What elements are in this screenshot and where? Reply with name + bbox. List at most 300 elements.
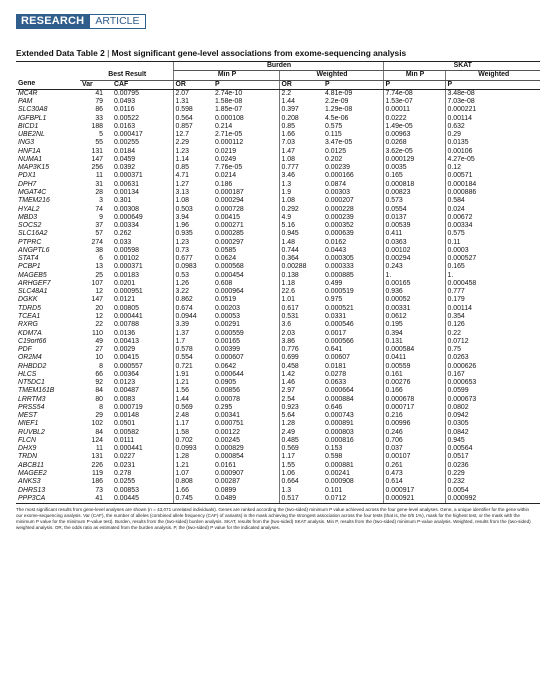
cell-burden-minp-or: 0.677 — [173, 255, 213, 263]
cell-burden-minp-p: 0.00341 — [215, 412, 240, 420]
cell-gene: NT5DC1 — [18, 379, 45, 387]
table-row — [16, 280, 540, 288]
cell-caf: 0.00255 — [114, 139, 139, 147]
cell-burden-minp-or: 2.48 — [173, 412, 213, 420]
table-label: Extended Data Table 2 — [16, 48, 105, 58]
table-row — [16, 181, 540, 189]
cell-var: 9 — [99, 213, 103, 221]
cell-caf: 0.0227 — [114, 453, 136, 461]
cell-burden-weighted-or: 1.3 — [279, 487, 323, 495]
cell-skat-weighted-p: 0.00571 — [445, 172, 540, 180]
cell-burden-minp-p: 0.00122 — [215, 428, 240, 436]
cell-burden-weighted-p: 0.000884 — [325, 395, 354, 403]
cell-burden-minp-or: 0.862 — [173, 296, 213, 304]
cell-caf: 0.0459 — [114, 155, 136, 163]
cell-burden-weighted-or: 0.744 — [279, 247, 323, 255]
table-row — [16, 214, 540, 222]
cell-var: 119 — [92, 470, 103, 478]
table-row — [16, 321, 540, 329]
cell-skat-minp-p: 0.0612 — [383, 313, 445, 321]
header-burden: Burden — [173, 62, 383, 71]
cell-skat-minp-p: 0.00102 — [383, 247, 445, 255]
cell-gene: SOCS2 — [18, 222, 42, 230]
cell-var: 37 — [95, 222, 103, 230]
cell-caf: 0.00522 — [114, 114, 139, 122]
cell-burden-minp-or: 12.7 — [173, 131, 213, 139]
table-row — [16, 387, 540, 395]
cell-burden-weighted-p: 1.29e-08 — [325, 106, 353, 114]
cell-burden-minp-or: 1.08 — [173, 197, 213, 205]
table-row — [16, 139, 540, 147]
table-row — [16, 363, 540, 371]
cell-skat-weighted-p: 0.000527 — [445, 255, 540, 263]
table-row — [16, 420, 540, 428]
cell-burden-minp-or: 1.21 — [173, 462, 213, 470]
cell-var: 57 — [95, 230, 103, 238]
cell-burden-weighted-or: 0.485 — [279, 437, 323, 445]
cell-caf: 0.0392 — [114, 164, 136, 172]
table-row — [16, 272, 540, 280]
cell-skat-minp-p: 0.0137 — [383, 214, 445, 222]
cell-burden-minp-p: 0.000271 — [215, 222, 244, 230]
cell-gene: NUMA1 — [18, 155, 43, 163]
table-row — [16, 371, 540, 379]
col-gene: Gene — [16, 80, 80, 89]
cell-gene: PRSS54 — [18, 403, 45, 411]
cell-gene: KDM7A — [18, 329, 42, 337]
cell-burden-weighted-or: 1.44 — [279, 98, 323, 106]
cell-skat-weighted-p: 0.232 — [445, 478, 540, 486]
header-spacer — [16, 71, 80, 80]
cell-burden-minp-p: 0.000454 — [215, 271, 244, 279]
cell-skat-weighted-p: 3.48e-08 — [445, 89, 540, 98]
cell-gene: LRRTM3 — [18, 395, 46, 403]
cell-skat-weighted-p: 0.00334 — [445, 222, 540, 230]
cell-skat-weighted-p: 0.00672 — [445, 214, 540, 222]
cell-var: 25 — [95, 271, 103, 279]
cell-caf: 0.278 — [114, 470, 132, 478]
cell-burden-weighted-p: 0.0125 — [325, 147, 347, 155]
cell-burden-weighted-or: 0.617 — [279, 305, 323, 313]
cell-burden-minp-or: 0.503 — [173, 206, 213, 214]
cell-var: 80 — [95, 395, 103, 403]
table-row — [16, 437, 540, 445]
table-row — [16, 404, 540, 412]
header-spacer — [80, 62, 112, 71]
cell-caf: 0.000719 — [114, 403, 143, 411]
table-row — [16, 172, 540, 180]
cell-skat-weighted-p: 0.000992 — [445, 495, 540, 504]
cell-burden-minp-or: 0.674 — [173, 305, 213, 313]
cell-burden-weighted-or: 2.49 — [279, 429, 323, 437]
cell-burden-weighted-p: 0.000352 — [325, 222, 354, 230]
cell-burden-minp-p: 0.000568 — [215, 263, 244, 271]
cell-gene: TRDN — [18, 453, 38, 461]
cell-var: 13 — [95, 263, 103, 271]
cell-gene: ING3 — [18, 139, 35, 147]
cell-burden-weighted-p: 4.81e-09 — [325, 89, 353, 97]
cell-burden-weighted-p: 0.000166 — [325, 172, 354, 180]
cell-burden-weighted-p: 0.000546 — [325, 321, 354, 329]
cell-gene: SLC16A2 — [18, 230, 48, 238]
cell-skat-minp-p: 0.000584 — [383, 346, 445, 354]
cell-skat-minp-p: 0.000917 — [383, 487, 445, 495]
cell-var: 10 — [95, 354, 103, 362]
cell-skat-minp-p: 0.000818 — [383, 181, 445, 189]
table-row — [16, 313, 540, 321]
cell-var: 274 — [91, 238, 103, 246]
cell-gene: MAP3K15 — [18, 164, 50, 172]
cell-skat-minp-p: 1.49e-05 — [383, 123, 445, 131]
cell-burden-weighted-p: 0.000816 — [325, 436, 354, 444]
cell-burden-weighted-p: 0.598 — [325, 453, 343, 461]
cell-burden-minp-p: 0.000907 — [215, 470, 244, 478]
cell-skat-minp-p: 0.000717 — [383, 404, 445, 412]
cell-var: 188 — [91, 122, 103, 130]
cell-skat-minp-p: 0.0222 — [383, 115, 445, 123]
cell-skat-minp-p: 0.0035 — [383, 164, 445, 172]
cell-gene: DGKK — [18, 296, 38, 304]
cell-burden-weighted-or: 1.66 — [279, 131, 323, 139]
cell-caf: 0.00148 — [114, 412, 139, 420]
cell-skat-weighted-p: 0.167 — [445, 371, 540, 379]
cell-burden-weighted-p: 0.000228 — [325, 205, 354, 213]
cell-skat-minp-p: 0.195 — [383, 321, 445, 329]
table-row — [16, 89, 540, 98]
table-row — [16, 412, 540, 420]
cell-burden-minp-p: 0.000559 — [215, 329, 244, 337]
cell-skat-minp-p: 0.216 — [383, 412, 445, 420]
cell-skat-minp-p: 0.00539 — [383, 222, 445, 230]
cell-gene: RXRG — [18, 321, 38, 329]
cell-skat-weighted-p: 0.945 — [445, 437, 540, 445]
table-row — [16, 239, 540, 247]
cell-burden-weighted-p: 0.0017 — [325, 329, 347, 337]
cell-var: 29 — [95, 412, 103, 420]
cell-skat-minp-p: 0.0268 — [383, 139, 445, 147]
cell-skat-weighted-p: 0.126 — [445, 321, 540, 329]
cell-var: 86 — [95, 106, 103, 114]
cell-burden-minp-or: 4.71 — [173, 172, 213, 180]
table-footnote: The most significant results from gene-level analyses are shown (n = 43,071 unrelated individuals). Genes are ranked according the (two-sided) minimum P value achieved across the four gene-level analyses. Gene, a unique identifier for the gene within our exome-sequencing analysis. Var (CAF), the number of alleles (combined allele frequency (CAF) of variants) in the mask achieving the strongest association across the four tests (that is, the 0/5 1%), mask for the highest test, or the mask with the minimum P value for the minimum P-value test). Burden, results from the (two-sided) burden analysis. SKAT, results from the (two-sided) SKAT analysis. Min P, results from the (two-sided) minimum P-value analysis. Weighted, results from the (two-sided) weighted analysis. OR, the odds ratio as estimated from the burden analysis. P, the (two-sided) P value for the indicated analyses. — [16, 507, 531, 531]
cell-burden-minp-or: 0.564 — [173, 115, 213, 123]
cell-skat-weighted-p: 0.00114 — [445, 305, 540, 313]
cell-var: 20 — [95, 304, 103, 312]
cell-skat-minp-p: 0.000921 — [383, 495, 445, 504]
cell-caf: 0.000417 — [114, 131, 143, 139]
cell-burden-minp-p: 0.186 — [215, 180, 233, 188]
cell-burden-minp-p: 0.0899 — [215, 486, 237, 494]
cell-burden-weighted-or: 2.54 — [279, 396, 323, 404]
table-row — [16, 263, 540, 271]
cell-burden-weighted-p: 0.000207 — [325, 197, 354, 205]
cell-gene: FLCN — [18, 436, 36, 444]
cell-burden-minp-p: 0.000108 — [215, 114, 244, 122]
cell-burden-weighted-p: 0.000519 — [325, 288, 354, 296]
col-burden-minp-p: P — [213, 80, 279, 89]
cell-skat-minp-p: 3.62e-05 — [383, 148, 445, 156]
cell-var: 12 — [95, 288, 103, 296]
cell-skat-weighted-p: 0.000886 — [445, 189, 540, 197]
cell-caf: 0.0083 — [114, 395, 136, 403]
cell-gene: ANGPTL6 — [18, 246, 50, 254]
cell-burden-minp-or: 1.07 — [173, 470, 213, 478]
cell-caf: 0.0184 — [114, 147, 136, 155]
cell-burden-weighted-or: 0.364 — [279, 255, 323, 263]
cell-var: 22 — [95, 321, 103, 329]
cell-skat-weighted-p: 0.354 — [445, 313, 540, 321]
table-row — [16, 189, 540, 197]
cell-gene: PAM — [18, 98, 33, 106]
cell-skat-weighted-p: 0.0842 — [445, 429, 540, 437]
cell-gene: DPH7 — [18, 180, 37, 188]
table-row — [16, 354, 540, 362]
cell-burden-minp-p: 0.00287 — [215, 478, 240, 486]
cell-burden-weighted-p: 0.000639 — [325, 230, 354, 238]
cell-skat-weighted-p: 0.0305 — [445, 420, 540, 428]
cell-burden-minp-p: 0.0642 — [215, 362, 237, 370]
cell-burden-minp-p: 0.0489 — [213, 495, 279, 504]
cell-skat-minp-p: 0.00963 — [383, 131, 445, 139]
cell-burden-weighted-or: 1.42 — [279, 371, 323, 379]
table-row — [16, 206, 540, 214]
cell-skat-weighted-p: 0.000221 — [445, 106, 540, 114]
cell-var: 124 — [91, 436, 103, 444]
cell-caf: 0.0136 — [114, 329, 136, 337]
table-row — [16, 338, 540, 346]
cell-burden-weighted-or: 1.01 — [279, 296, 323, 304]
cell-burden-minp-p: 1.85e-07 — [215, 106, 243, 114]
cell-caf: 0.0163 — [114, 122, 136, 130]
cell-skat-weighted-p: 0.000184 — [445, 181, 540, 189]
cell-caf: 0.00487 — [114, 387, 139, 395]
cell-skat-minp-p: 0.000678 — [383, 396, 445, 404]
cell-skat-minp-p: 1. — [383, 272, 445, 280]
cell-burden-minp-or: 1.44 — [173, 396, 213, 404]
cell-skat-minp-p: 0.00823 — [383, 189, 445, 197]
table-row — [16, 487, 540, 495]
cell-skat-weighted-p: 0.024 — [445, 206, 540, 214]
cell-burden-minp-or: 1.58 — [173, 429, 213, 437]
cell-var: 79 — [95, 98, 103, 106]
cell-caf: 0.00445 — [112, 495, 173, 504]
cell-gene: HNF1A — [18, 147, 41, 155]
cell-burden-weighted-p: 0.000566 — [325, 337, 354, 345]
cell-caf: 0.00788 — [114, 321, 139, 329]
cell-var: 11 — [95, 172, 103, 180]
cell-burden-minp-or: 1.31 — [173, 98, 213, 106]
cell-burden-minp-p: 0.00203 — [215, 304, 240, 312]
header-best-result: Best Result — [80, 71, 173, 80]
cell-skat-minp-p: 0.161 — [383, 371, 445, 379]
cell-burden-weighted-p: 0.0712 — [323, 495, 383, 504]
cell-burden-weighted-p: 0.000664 — [325, 387, 354, 395]
cell-burden-minp-or: 2.29 — [173, 139, 213, 147]
cell-var: 11 — [95, 445, 103, 453]
col-skat-weighted-p: P — [445, 80, 540, 89]
cell-skat-weighted-p: 0.000626 — [445, 363, 540, 371]
cell-gene: ABCB11 — [18, 461, 44, 469]
cell-var: 49 — [95, 337, 103, 345]
cell-burden-weighted-p: 0.00303 — [325, 188, 350, 196]
cell-skat-weighted-p: 0.12 — [445, 164, 540, 172]
cell-burden-minp-p: 0.0624 — [215, 255, 237, 263]
header-skat: SKAT — [383, 62, 540, 71]
cell-burden-weighted-or: 3.6 — [279, 321, 323, 329]
cell-burden-minp-or: 1.91 — [173, 371, 213, 379]
cell-burden-weighted-or: 1.3 — [279, 181, 323, 189]
table-row — [16, 148, 540, 156]
cell-burden-weighted-p: 3.47e-05 — [325, 139, 353, 147]
cell-gene: TCEA1 — [18, 312, 41, 320]
cell-burden-minp-p: 0.00291 — [215, 321, 240, 329]
cell-caf: 0.00631 — [114, 180, 139, 188]
cell-burden-minp-or: 1.26 — [173, 280, 213, 288]
cell-burden-minp-p: 0.00245 — [215, 436, 240, 444]
cell-skat-minp-p: 0.243 — [383, 263, 445, 271]
cell-burden-minp-p: 0.295 — [215, 403, 233, 411]
cell-gene: HLCS — [18, 370, 37, 378]
cell-burden-weighted-p: 0.0633 — [325, 379, 347, 387]
cell-burden-weighted-p: 0.0181 — [325, 362, 347, 370]
cell-burden-weighted-p: 0.000305 — [325, 255, 354, 263]
cell-caf: 0.0201 — [114, 279, 136, 287]
cell-caf: 0.00795 — [114, 89, 139, 97]
cell-burden-weighted-p: 0.646 — [325, 403, 343, 411]
cell-caf: 0.00308 — [114, 205, 139, 213]
cell-skat-minp-p: 0.0363 — [383, 239, 445, 247]
cell-skat-minp-p: 0.037 — [383, 445, 445, 453]
table-row — [16, 346, 540, 354]
table-body — [16, 89, 540, 503]
cell-burden-weighted-p: 0.000908 — [325, 478, 354, 486]
cell-burden-weighted-or: 1.17 — [279, 453, 323, 461]
cell-burden-weighted-or: 1.55 — [279, 462, 323, 470]
cell-burden-minp-or: 2.07 — [173, 89, 213, 98]
cell-skat-weighted-p: 0.00106 — [445, 148, 540, 156]
cell-burden-weighted-p: 0.000521 — [325, 304, 354, 312]
cell-gene: PPP3CA — [16, 495, 80, 504]
cell-caf: 0.000557 — [114, 362, 143, 370]
cell-skat-minp-p: 0.00331 — [383, 305, 445, 313]
cell-burden-weighted-or: 1.08 — [279, 197, 323, 205]
cell-burden-minp-p: 0.0585 — [215, 246, 237, 254]
table-row — [16, 197, 540, 205]
cell-skat-weighted-p: 0.0802 — [445, 404, 540, 412]
results-table — [16, 61, 540, 504]
cell-caf: 0.0501 — [114, 420, 136, 428]
cell-skat-minp-p: 0.00107 — [383, 453, 445, 461]
cell-skat-minp-p: 0.261 — [383, 462, 445, 470]
cell-var: 41 — [80, 495, 112, 504]
cell-burden-minp-or: 0.935 — [173, 230, 213, 238]
cell-gene: RUVBL2 — [18, 428, 45, 436]
cell-gene: MAGEB5 — [18, 271, 47, 279]
cell-burden-minp-or: 0.73 — [173, 247, 213, 255]
cell-burden-weighted-p: 2.2e-09 — [325, 98, 349, 106]
col-burden-weighted-p: P — [323, 80, 383, 89]
cell-burden-minp-or: 1.28 — [173, 453, 213, 461]
cell-burden-minp-p: 0.00165 — [215, 337, 240, 345]
cell-var: 55 — [95, 139, 103, 147]
cell-burden-weighted-or: 0.531 — [279, 313, 323, 321]
cell-burden-weighted-p: 0.115 — [325, 131, 342, 139]
cell-gene: OR2M4 — [18, 354, 42, 362]
table-row — [16, 222, 540, 230]
cell-caf: 0.0255 — [114, 478, 136, 486]
cell-burden-minp-p: 0.0519 — [215, 296, 237, 304]
cell-gene: IGFBPL1 — [18, 114, 47, 122]
cell-skat-weighted-p: 0.777 — [445, 288, 540, 296]
cell-skat-minp-p: 0.394 — [383, 330, 445, 338]
cell-skat-minp-p: 0.0554 — [383, 206, 445, 214]
cell-skat-weighted-p: 0.632 — [445, 123, 540, 131]
cell-skat-minp-p: 7.74e-08 — [383, 89, 445, 98]
cell-burden-minp-p: 0.00415 — [215, 213, 240, 221]
cell-burden-weighted-p: 0.000743 — [325, 412, 354, 420]
cell-gene: TMEM216 — [18, 197, 50, 205]
cell-burden-minp-p: 0.0219 — [215, 147, 237, 155]
cell-burden-weighted-p: 0.0443 — [325, 246, 347, 254]
cell-burden-minp-or: 1.21 — [173, 379, 213, 387]
cell-skat-weighted-p: 0.165 — [445, 263, 540, 271]
cell-skat-minp-p: 0.00294 — [383, 255, 445, 263]
header-burden-min-p: Min P — [173, 71, 279, 80]
cell-burden-weighted-or: 2.2 — [279, 89, 323, 98]
cell-burden-weighted-p: 4.5e-06 — [325, 114, 349, 122]
cell-burden-weighted-p: 0.499 — [325, 279, 343, 287]
cell-var: 147 — [91, 296, 103, 304]
cell-caf: 0.0123 — [114, 379, 136, 387]
cell-burden-weighted-or: 0.292 — [279, 206, 323, 214]
cell-burden-minp-p: 0.00856 — [215, 387, 240, 395]
cell-burden-minp-or: 0.0944 — [173, 313, 213, 321]
section-tag — [16, 14, 540, 29]
cell-burden-minp-p: 0.000829 — [215, 445, 244, 453]
header-spacer — [16, 62, 80, 71]
cell-skat-minp-p: 0.00559 — [383, 363, 445, 371]
cell-gene: PCBP1 — [18, 263, 41, 271]
cell-burden-weighted-p: 0.575 — [325, 122, 343, 130]
cell-skat-weighted-p: 0.29 — [445, 131, 540, 139]
cell-caf: 0.0231 — [114, 461, 136, 469]
cell-burden-minp-or: 0.554 — [173, 354, 213, 362]
table-row — [16, 453, 540, 461]
cell-caf: 0.00413 — [114, 337, 139, 345]
cell-caf: 0.000371 — [114, 263, 143, 271]
cell-gene: MEST — [18, 412, 38, 420]
cell-burden-weighted-or: 0.517 — [279, 495, 323, 504]
cell-var: 38 — [95, 246, 103, 254]
cell-var: 31 — [95, 180, 103, 188]
cell-burden-weighted-p: 0.202 — [325, 155, 343, 163]
cell-burden-minp-or: 0.85 — [173, 164, 213, 172]
table-row — [16, 123, 540, 131]
col-burden-weighted-or: OR — [279, 80, 323, 89]
cell-skat-weighted-p: 0.000458 — [445, 280, 540, 288]
table-row — [16, 429, 540, 437]
table-caption: Most significant gene-level associations from exome-sequencing analysis — [111, 48, 407, 58]
cell-gene: MIEF1 — [18, 420, 39, 428]
cell-skat-minp-p: 0.00996 — [383, 420, 445, 428]
cell-var: 84 — [95, 428, 103, 436]
cell-burden-minp-or: 1.23 — [173, 239, 213, 247]
cell-burden-minp-or: 0.0983 — [173, 263, 213, 271]
table-title — [16, 48, 540, 58]
table-row — [16, 115, 540, 123]
cell-skat-minp-p: 0.00276 — [383, 379, 445, 387]
cell-burden-weighted-or: 5.16 — [279, 222, 323, 230]
